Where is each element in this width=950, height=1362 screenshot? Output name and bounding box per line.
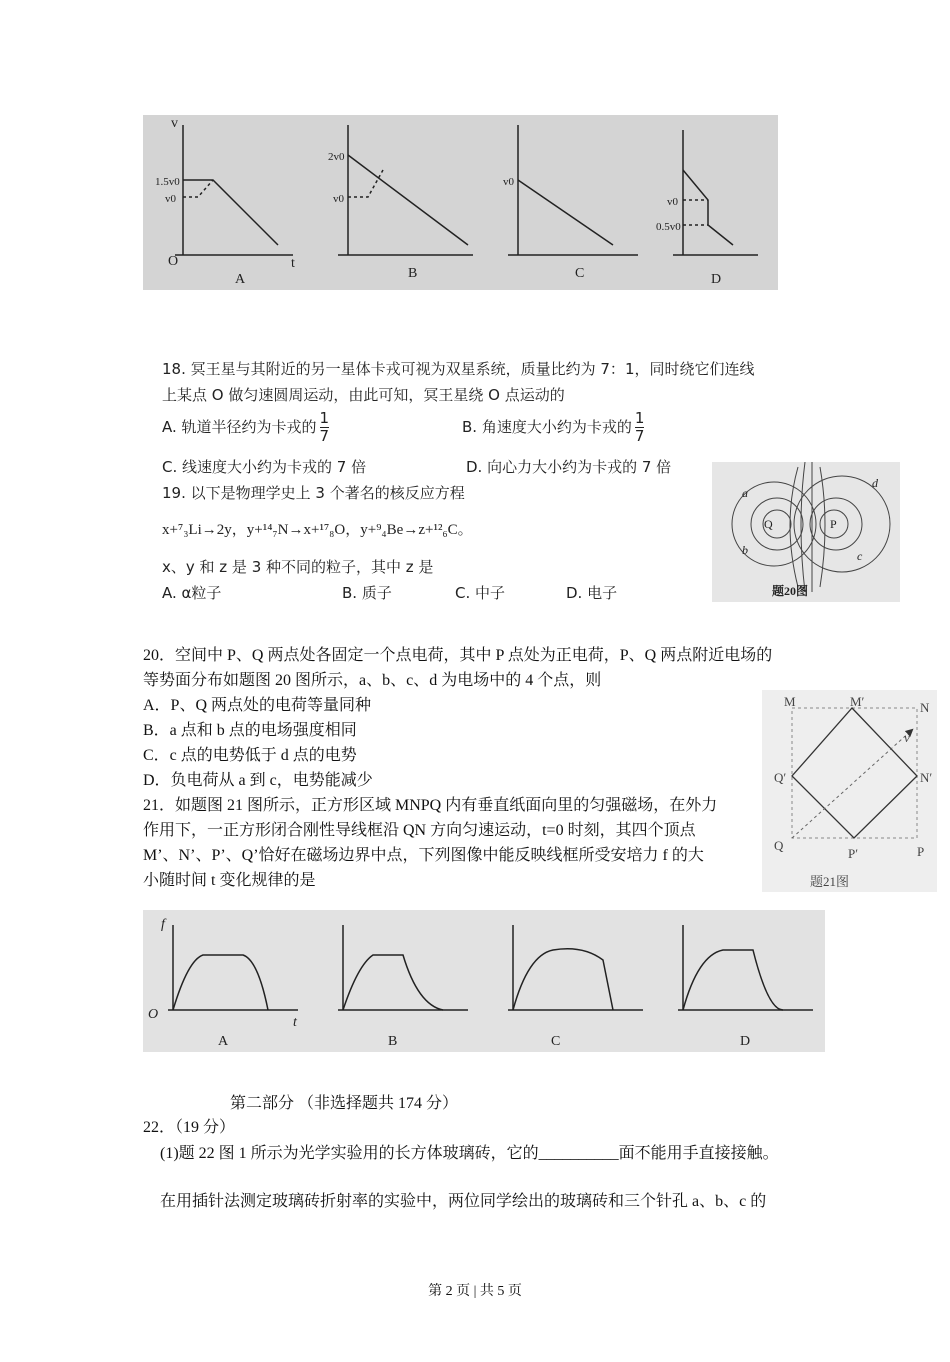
q20-option-c: C．c 点的电势低于 d 点的电势 <box>143 747 357 764</box>
q19-option-c: C. 中子 <box>455 584 506 602</box>
point-label: d <box>872 476 878 490</box>
graph-label: C <box>551 1034 561 1049</box>
origin-label: O <box>148 1007 159 1022</box>
option-text: B. 角速度大小约为卡戎的 <box>462 418 632 436</box>
q20-stem-1: 20．空间中 P、Q 两点处各固定一个点电荷，其中 P 点处为正电荷，P、Q 两点附近电场的 <box>143 647 773 664</box>
q20-option-d: D．负电荷从 a 到 c，电势能减少 <box>143 772 373 789</box>
point-label: a <box>742 486 748 500</box>
q20-option-a: A．P、Q 两点处的电荷等量同种 <box>143 697 372 714</box>
q19-option-b: B. 质子 <box>342 584 392 602</box>
q21-stem-1: 21．如题图 21 图所示，正方形区域 MNPQ 内有垂直纸面向里的匀强磁场，在外力 <box>143 797 718 814</box>
graph-label: A <box>235 272 246 287</box>
figure-20 <box>712 462 900 602</box>
axis-label: t <box>293 1015 297 1030</box>
graph-label: A <box>218 1034 229 1049</box>
tick-label: v0 <box>667 196 678 208</box>
graph-label: B <box>408 266 418 281</box>
tick-label: 0.5v0 <box>656 221 681 233</box>
vt-graphs-svg <box>143 115 778 290</box>
charge-label: Q <box>764 517 773 531</box>
vertex-label: N′ <box>920 770 933 785</box>
q18-option-b <box>462 410 644 445</box>
q19-stem-2: x、y 和 z 是 3 种不同的粒子，其中 z 是 <box>162 558 434 576</box>
q21-stem-2: 作用下，一正方形闭合刚性导线框沿 QN 方向匀速运动，t=0 时刻，其四个顶点 <box>143 822 696 839</box>
fraction <box>635 410 645 445</box>
q19-stem: 19. 以下是物理学史上 3 个著名的核反应方程 <box>162 484 465 502</box>
graph-label: D <box>711 272 722 287</box>
q19-option-a: A. α粒子 <box>162 584 222 602</box>
q18-option-a <box>162 410 329 445</box>
graph-label: D <box>740 1034 751 1049</box>
q22-part-1: (1)题 22 图 1 所示为光学实验用的长方体玻璃砖，它的__________面不能用手直接接触。 <box>160 1145 779 1162</box>
velocity-label: v <box>904 730 910 745</box>
ft-graphs-svg <box>143 910 825 1052</box>
q18-option-d: D. 向心力大小约为卡戎的 7 倍 <box>466 458 672 476</box>
point-label: c <box>857 549 863 563</box>
fraction <box>320 410 330 445</box>
magnetic-field-svg <box>762 690 937 892</box>
q21-stem-4: 小随时间 t 变化规律的是 <box>143 872 316 889</box>
option-text: A. 轨道半径约为卡戎的 <box>162 418 317 436</box>
q19-option-d: D. 电子 <box>566 584 618 602</box>
vertex-label: M′ <box>850 694 865 709</box>
q20-stem-2: 等势面分布如题图 20 图所示，a、b、c、d 为电场中的 4 个点，则 <box>143 672 602 689</box>
tick-label: 2v0 <box>328 151 345 163</box>
page-footer: 第 2 页 | 共 5 页 <box>428 1284 522 1299</box>
axis-label: f <box>161 917 165 932</box>
q22-heading: 22．（19 分） <box>143 1119 236 1136</box>
vertex-label: M <box>784 694 796 709</box>
tick-label: v0 <box>503 176 514 188</box>
vertex-label: Q <box>774 838 784 853</box>
denominator: 7 <box>634 427 645 445</box>
vertex-label: P′ <box>848 846 859 861</box>
axis-label: t <box>291 256 295 271</box>
denominator: 7 <box>319 427 330 445</box>
origin-label: O <box>168 254 179 269</box>
axis-label: v <box>171 116 178 131</box>
figure-caption: 题20图 <box>772 584 809 598</box>
figure-21 <box>762 690 937 892</box>
numerator: 1 <box>319 409 330 427</box>
tick-label: v0 <box>165 193 176 205</box>
q18-stem-2: 上某点 O 做匀速圆周运动，由此可知，冥王星绕 O 点运动的 <box>162 386 565 404</box>
ft-graphs-figure <box>143 910 825 1052</box>
vertex-label: P <box>917 844 925 859</box>
q21-stem-3: M’、N’、P’、Q’恰好在磁场边界中点，下列图像中能反映线框所受安培力 f 的大 <box>143 847 704 864</box>
point-label: b <box>742 543 748 557</box>
numerator: 1 <box>634 409 645 427</box>
equipotential-svg <box>712 462 900 602</box>
tick-label: 1.5v0 <box>155 176 180 188</box>
q18-option-c: C. 线速度大小约为卡戎的 7 倍 <box>162 458 367 476</box>
q20-option-b: B．a 点和 b 点的电场强度相同 <box>143 722 357 739</box>
vertex-label: Q′ <box>774 770 787 785</box>
part-2-heading: 第二部分 （非选择题共 174 分） <box>230 1095 459 1112</box>
q18-stem-1: 18. 冥王星与其附近的另一星体卡戎可视为双星系统，质量比约为 7：1，同时绕它们连线 <box>162 360 755 378</box>
graph-label: C <box>575 266 585 281</box>
graph-label: B <box>388 1034 398 1049</box>
tick-label: v0 <box>333 193 344 205</box>
vt-graphs-figure <box>143 115 778 290</box>
charge-label: P <box>830 517 837 531</box>
figure-caption: 题21图 <box>810 874 850 889</box>
q22-paragraph: 在用插针法测定玻璃砖折射率的实验中，两位同学绘出的玻璃砖和三个针孔 a、b、c 的 <box>160 1193 767 1210</box>
q19-equations: x+⁷₃Li→2y，y+¹⁴₇N→x+¹⁷₈O，y+⁹₄Be→z+¹²₆C。 <box>162 522 473 538</box>
vertex-label: N <box>920 700 930 715</box>
